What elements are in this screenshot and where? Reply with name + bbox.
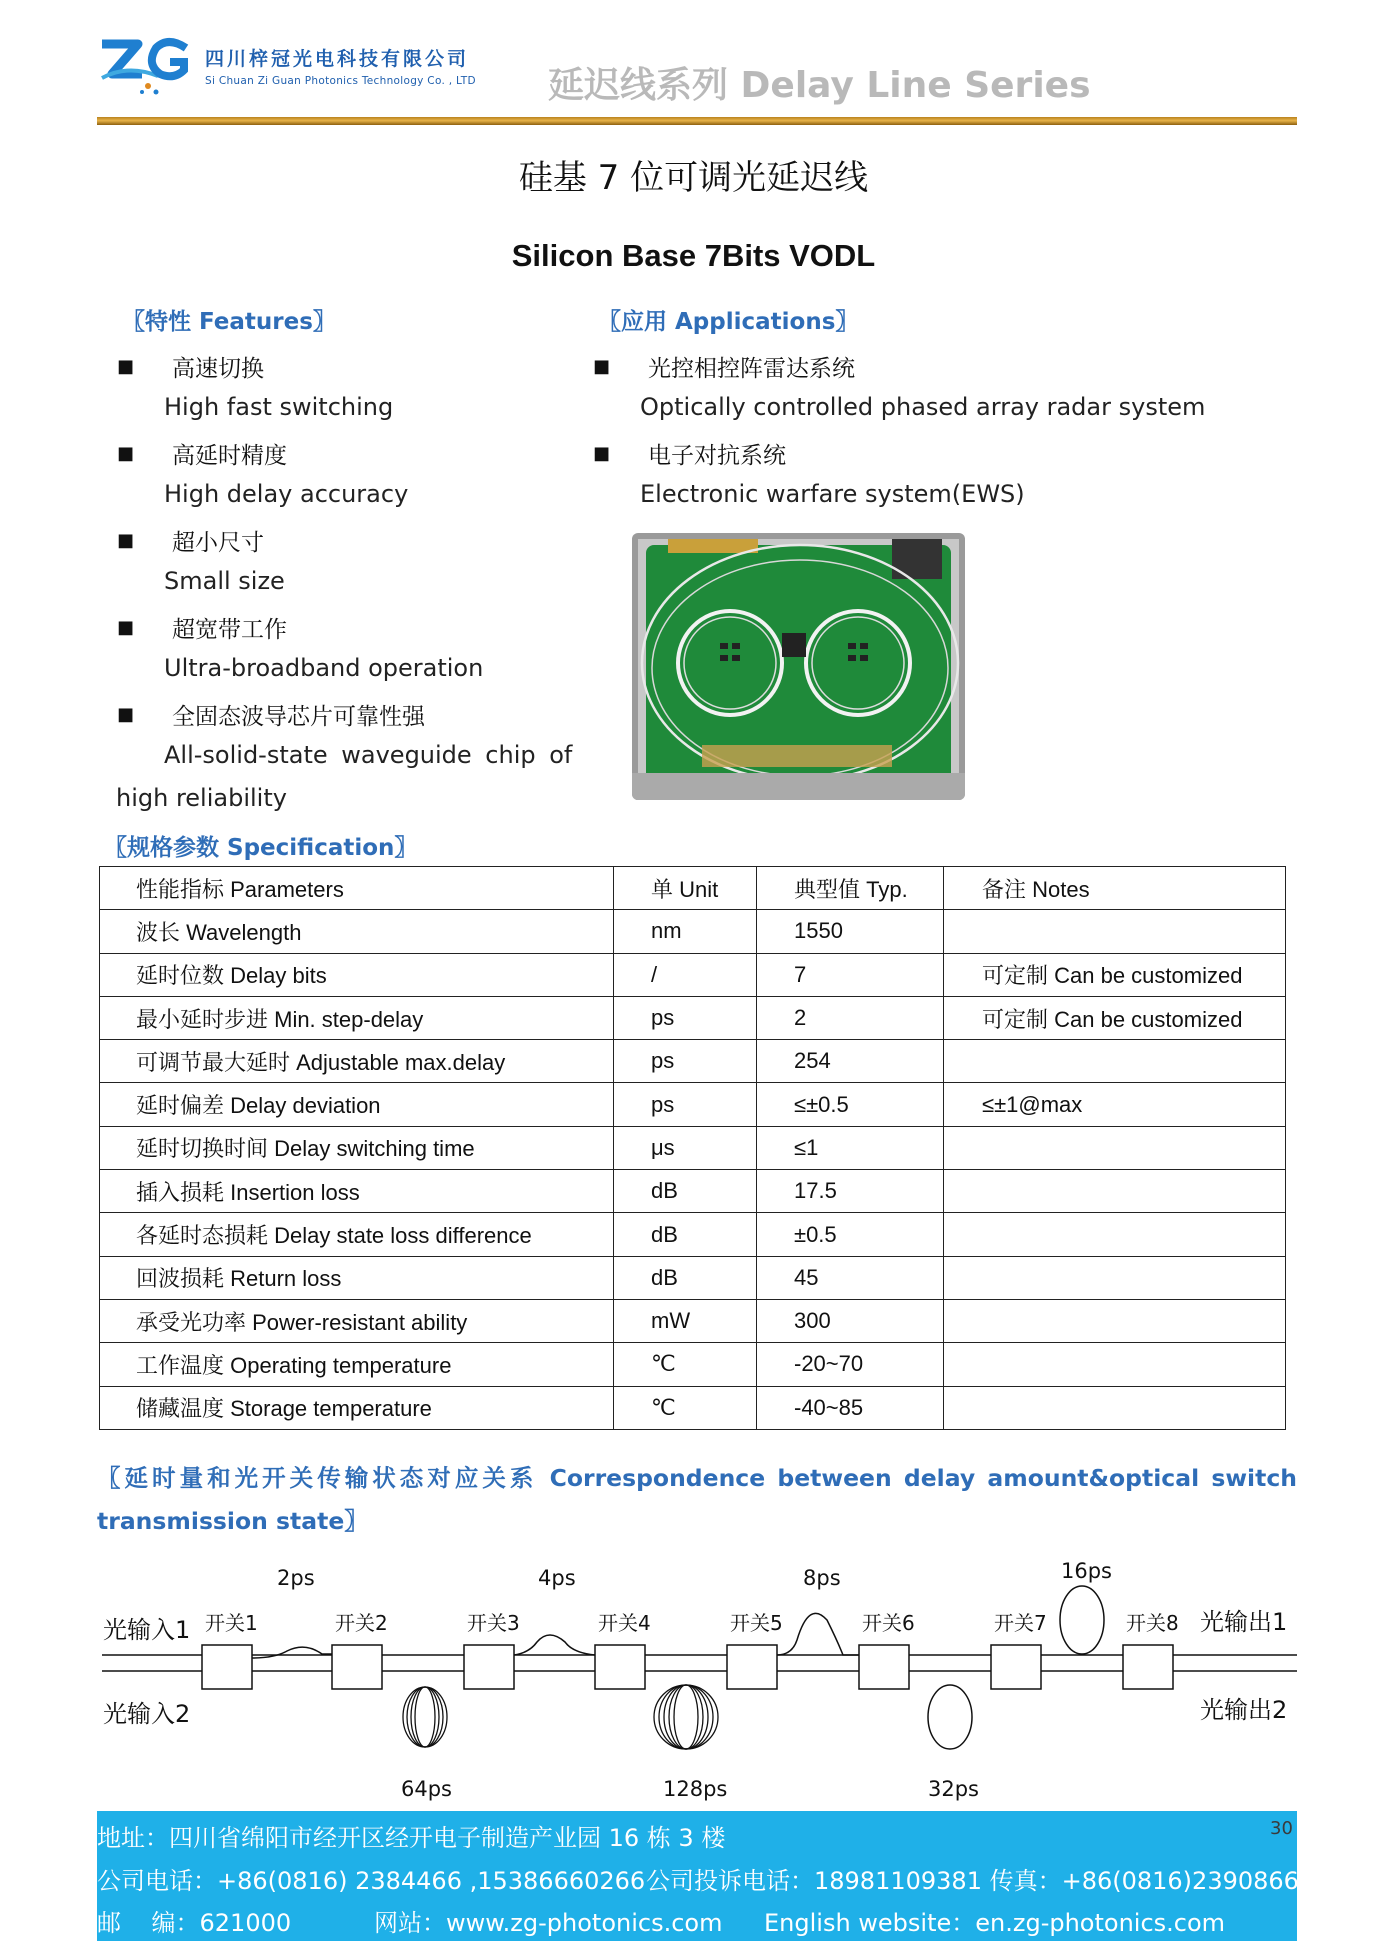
parameter-cell: 各延时态损耗 Delay state loss difference bbox=[100, 1213, 614, 1256]
switch-box bbox=[202, 1645, 252, 1689]
delay-label: 2ps bbox=[277, 1566, 315, 1590]
parameter-cell: 波长 Wavelength bbox=[100, 910, 614, 953]
switch-label: 开关2 bbox=[335, 1611, 388, 1635]
correspondence-heading-cont: transmission state〗 bbox=[97, 1507, 368, 1535]
switch-label: 开关1 bbox=[205, 1611, 258, 1635]
parameter-cell: 回波损耗 Return loss bbox=[100, 1256, 614, 1299]
application-cn: 光控相控阵雷达系统 bbox=[648, 356, 855, 382]
company-name-cn: 四川梓冠光电科技有限公司 bbox=[205, 48, 470, 70]
delay-label: 128ps bbox=[663, 1777, 728, 1801]
typical-cell: 1550 bbox=[757, 910, 944, 953]
parameter-cell: 延时位数 Delay bits bbox=[100, 953, 614, 996]
switch-box bbox=[991, 1645, 1041, 1689]
input-1-label: 光输入1 bbox=[103, 1616, 191, 1644]
product-photo bbox=[632, 533, 965, 800]
feature-en: Small size bbox=[164, 567, 285, 595]
applications-heading: 〖应用 Applications〗 bbox=[598, 309, 859, 335]
notes-cell bbox=[944, 1170, 1286, 1213]
unit-cell: nm bbox=[614, 910, 757, 953]
unit-cell: ps bbox=[614, 1040, 757, 1083]
bullet-icon: ■ bbox=[593, 443, 611, 464]
delay-label: 16ps bbox=[1061, 1559, 1112, 1583]
column-header: 备注 Notes bbox=[944, 867, 1286, 910]
table-row bbox=[100, 996, 1286, 1039]
delay-switch-diagram bbox=[97, 1550, 1297, 1820]
footer-website[interactable]: 网站：www.zg-photonics.com bbox=[374, 1909, 723, 1937]
parameter-cell: 工作温度 Operating temperature bbox=[100, 1343, 614, 1386]
switch-box bbox=[595, 1645, 645, 1689]
page-number: 30 bbox=[1270, 1818, 1293, 1839]
parameter-cell: 最小延时步进 Min. step-delay bbox=[100, 996, 614, 1039]
feature-en: High delay accuracy bbox=[164, 480, 409, 508]
output-2-label: 光输出2 bbox=[1200, 1696, 1288, 1724]
column-header: 单 Unit bbox=[614, 867, 757, 910]
notes-cell bbox=[944, 1386, 1286, 1429]
switch-box bbox=[332, 1645, 382, 1689]
notes-cell: 可定制 Can be customized bbox=[944, 996, 1286, 1039]
company-logo bbox=[98, 34, 198, 98]
typical-cell: 300 bbox=[757, 1299, 944, 1342]
feature-en: All-solid-state waveguide chip of bbox=[164, 741, 573, 769]
feature-cn: 高速切换 bbox=[172, 356, 264, 382]
switch-box bbox=[1123, 1645, 1173, 1689]
column-header: 典型值 Typ. bbox=[757, 867, 944, 910]
switch-label: 开关6 bbox=[862, 1611, 915, 1635]
typical-cell: 17.5 bbox=[757, 1170, 944, 1213]
feature-en-cont: high reliability bbox=[116, 784, 287, 812]
typical-cell: ≤1 bbox=[757, 1126, 944, 1169]
column-header: 性能指标 Parameters bbox=[100, 867, 614, 910]
table-row bbox=[100, 1083, 1286, 1126]
table-row bbox=[100, 1299, 1286, 1342]
feature-cn: 高延时精度 bbox=[172, 443, 287, 469]
bullet-icon: ■ bbox=[117, 530, 135, 551]
switch-box bbox=[727, 1645, 777, 1689]
output-1-label: 光输出1 bbox=[1200, 1608, 1288, 1636]
footer-english-website[interactable]: English website：en.zg-photonics.com bbox=[764, 1909, 1226, 1937]
parameter-cell: 储藏温度 Storage temperature bbox=[100, 1386, 614, 1429]
delay-label: 8ps bbox=[803, 1566, 841, 1590]
switch-label: 开关7 bbox=[994, 1611, 1047, 1635]
table-row bbox=[100, 1170, 1286, 1213]
parameter-cell: 延时切换时间 Delay switching time bbox=[100, 1126, 614, 1169]
notes-cell bbox=[944, 1256, 1286, 1299]
switch-label: 开关3 bbox=[467, 1611, 520, 1635]
switch-box bbox=[464, 1645, 514, 1689]
footer-phone: 公司电话：+86(0816) 2384466 ,15386660266 bbox=[97, 1867, 646, 1895]
notes-cell bbox=[944, 1213, 1286, 1256]
feature-en: High fast switching bbox=[164, 393, 394, 421]
notes-cell: ≤±1@max bbox=[944, 1083, 1286, 1126]
parameter-cell: 承受光功率 Power-resistant ability bbox=[100, 1299, 614, 1342]
unit-cell: ℃ bbox=[614, 1343, 757, 1386]
series-title: 延迟线系列 Delay Line Series bbox=[548, 65, 1091, 106]
typical-cell: ≤±0.5 bbox=[757, 1083, 944, 1126]
notes-cell bbox=[944, 1126, 1286, 1169]
footer-address: 地址：四川省绵阳市经开区经开电子制造产业园 16 栋 3 楼 bbox=[97, 1824, 726, 1852]
table-row bbox=[100, 1126, 1286, 1169]
typical-cell: -40~85 bbox=[757, 1386, 944, 1429]
notes-cell bbox=[944, 1343, 1286, 1386]
unit-cell: mW bbox=[614, 1299, 757, 1342]
typical-cell: 7 bbox=[757, 953, 944, 996]
specification-heading: 〖规格参数 Specification〗 bbox=[104, 835, 418, 861]
unit-cell: dB bbox=[614, 1170, 757, 1213]
switch-box bbox=[859, 1645, 909, 1689]
table-row bbox=[100, 1256, 1286, 1299]
table-row bbox=[100, 910, 1286, 953]
bullet-icon: ■ bbox=[117, 443, 135, 464]
table-row bbox=[100, 1040, 1286, 1083]
unit-cell: ℃ bbox=[614, 1386, 757, 1429]
feature-cn: 超小尺寸 bbox=[172, 530, 264, 556]
bullet-icon: ■ bbox=[117, 356, 135, 377]
notes-cell bbox=[944, 1040, 1286, 1083]
notes-cell bbox=[944, 1299, 1286, 1342]
delay-label: 32ps bbox=[928, 1777, 979, 1801]
table-row bbox=[100, 1343, 1286, 1386]
unit-cell: / bbox=[614, 953, 757, 996]
footer-postcode: 邮 编：621000 bbox=[97, 1909, 292, 1937]
bullet-icon: ■ bbox=[117, 704, 135, 725]
features-heading: 〖特性 Features〗 bbox=[122, 309, 336, 335]
company-name-en: Si Chuan Zi Guan Photonics Technology Co. , LTD bbox=[205, 75, 476, 87]
notes-cell: 可定制 Can be customized bbox=[944, 953, 1286, 996]
feature-cn: 全固态波导芯片可靠性强 bbox=[172, 704, 425, 730]
feature-en: Ultra-broadband operation bbox=[164, 654, 484, 682]
table-header-row bbox=[100, 867, 1286, 910]
typical-cell: ±0.5 bbox=[757, 1213, 944, 1256]
unit-cell: ps bbox=[614, 996, 757, 1039]
bullet-icon: ■ bbox=[117, 617, 135, 638]
table-row bbox=[100, 1386, 1286, 1429]
correspondence-heading: 〖延时量和光开关传输状态对应关系 Correspondence between delay amount&optical switch bbox=[97, 1464, 1297, 1492]
unit-cell: dB bbox=[614, 1256, 757, 1299]
header-divider bbox=[97, 117, 1297, 125]
parameter-cell: 插入损耗 Insertion loss bbox=[100, 1170, 614, 1213]
unit-cell: dB bbox=[614, 1213, 757, 1256]
typical-cell: 45 bbox=[757, 1256, 944, 1299]
footer-complaint: 公司投诉电话：18981109381 传真：+86(0816)2390866 bbox=[646, 1867, 1299, 1895]
bullet-icon: ■ bbox=[593, 356, 611, 377]
typical-cell: 2 bbox=[757, 996, 944, 1039]
application-cn: 电子对抗系统 bbox=[648, 443, 786, 469]
parameter-cell: 延时偏差 Delay deviation bbox=[100, 1083, 614, 1126]
typical-cell: -20~70 bbox=[757, 1343, 944, 1386]
delay-label: 4ps bbox=[538, 1566, 576, 1590]
page-title-cn: 硅基 7 位可调光延迟线 bbox=[518, 158, 869, 198]
unit-cell: μs bbox=[614, 1126, 757, 1169]
input-2-label: 光输入2 bbox=[103, 1700, 191, 1728]
table-row bbox=[100, 953, 1286, 996]
table-row bbox=[100, 1213, 1286, 1256]
typical-cell: 254 bbox=[757, 1040, 944, 1083]
application-en: Optically controlled phased array radar system bbox=[640, 393, 1206, 421]
switch-label: 开关5 bbox=[730, 1611, 783, 1635]
unit-cell: ps bbox=[614, 1083, 757, 1126]
parameter-cell: 可调节最大延时 Adjustable max.delay bbox=[100, 1040, 614, 1083]
switch-label: 开关8 bbox=[1126, 1611, 1179, 1635]
application-en: Electronic warfare system(EWS) bbox=[640, 480, 1025, 508]
delay-label: 64ps bbox=[401, 1777, 452, 1801]
notes-cell bbox=[944, 910, 1286, 953]
switch-label: 开关4 bbox=[598, 1611, 651, 1635]
specification-table bbox=[99, 866, 1286, 1430]
feature-cn: 超宽带工作 bbox=[172, 617, 287, 643]
page-title-en: Silicon Base 7Bits VODL bbox=[511, 238, 876, 273]
